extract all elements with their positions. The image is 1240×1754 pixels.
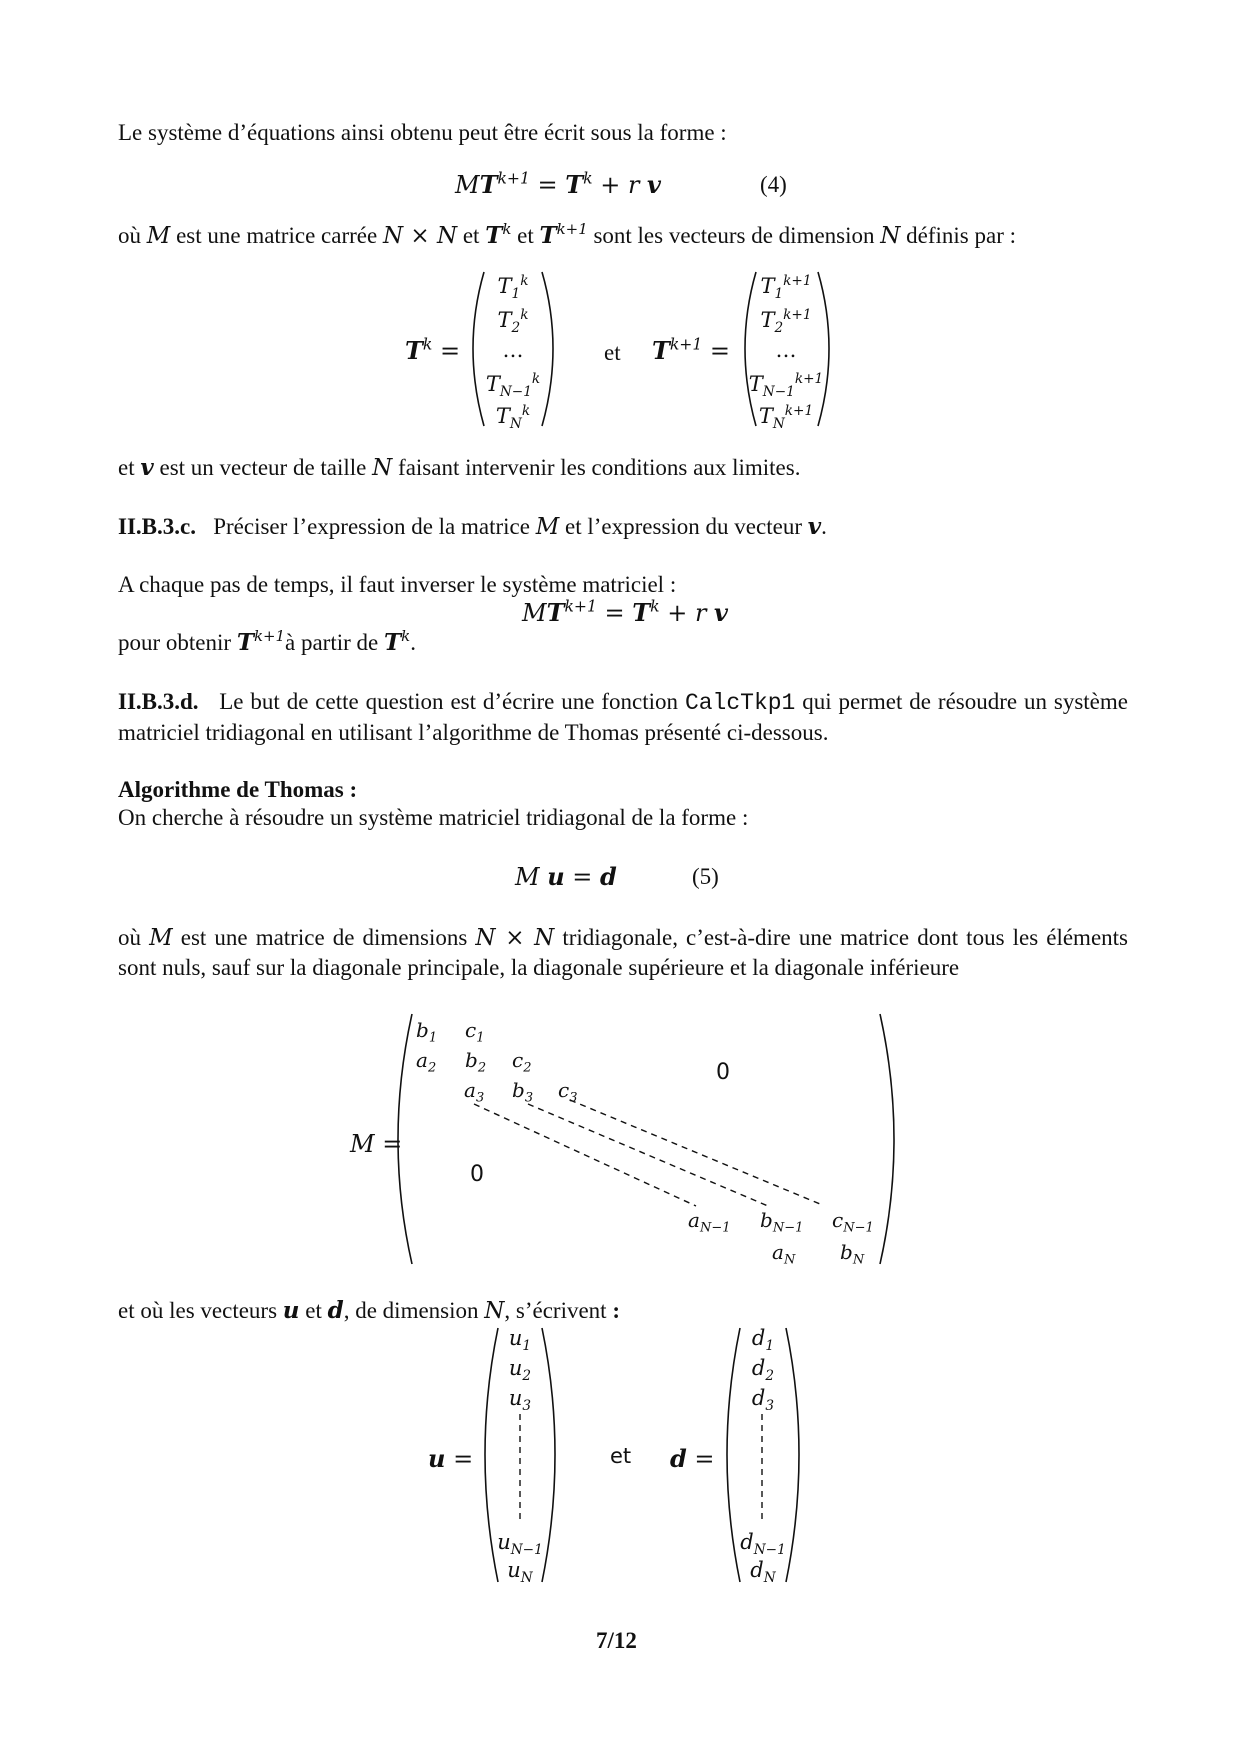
matrix-upper-zero: 0 <box>716 1060 730 1085</box>
vector-tk-entry: … <box>502 338 524 362</box>
vector-tk-label: $T^k$ = <box>405 335 461 365</box>
matrix-cell: $a_N$ <box>772 1240 796 1268</box>
vector-tk1-label: $T^{k+1}$ = <box>652 335 731 365</box>
matrix-cell: $c_1$ <box>465 1018 485 1046</box>
pas-sentence: A chaque pas de temps, il faut inverser le système matriciel : <box>118 572 677 597</box>
question-d: II.B.3.d. Le but de cette question est d’écrire une fonction CalcTkp1 qui permet de résoudre un système matriciel tridiagonal en utilisant l’algorithme de Thomas présenté ci-dessous. <box>118 689 1128 745</box>
matrix-cell: $b_3$ <box>512 1078 534 1106</box>
equation-5: M u = d <box>515 862 617 891</box>
question-c: II.B.3.c. Préciser l’expression de la matrice M et l’expression du vecteur v. <box>118 513 827 540</box>
matrix-upper-diagonal <box>570 1100 820 1204</box>
vector-tk1-entry: … <box>775 338 797 362</box>
paren-right <box>542 1328 555 1582</box>
matrix-cell: $c_2$ <box>512 1048 532 1076</box>
definition-sentence: où M est une matrice carrée N × N et $T^k$ et $T^{k+1}$ sont les vecteurs de dimension N définis par : <box>118 220 1016 249</box>
vector-tk-entry: $T_{N-1}^k$ <box>485 370 541 400</box>
matrix-cell: $b_1$ <box>416 1018 438 1046</box>
vector-d-entry: $d_{N-1}$ <box>740 1530 786 1558</box>
equation-4-number: (4) <box>760 172 787 197</box>
page-number: 7/12 <box>596 1628 637 1653</box>
algorithm-sentence: On cherche à résoudre un système matriciel tridiagonal de la forme : <box>118 805 749 830</box>
vector-u-entry: $u_3$ <box>508 1386 532 1414</box>
matrix-main-diagonal <box>528 1104 768 1206</box>
matrix-cell: $b_2$ <box>465 1048 487 1076</box>
vector-d-entry: $d_3$ <box>751 1386 775 1414</box>
vector-d-entry: $d_2$ <box>751 1356 775 1384</box>
paren-right <box>542 272 553 426</box>
algorithm-title: Algorithme de Thomas : <box>118 777 358 802</box>
matrix-cell: $c_3$ <box>558 1078 578 1106</box>
matrix-lower-diagonal <box>474 1104 696 1206</box>
vector-u-entry: $u_2$ <box>508 1356 532 1384</box>
equation-mid: $MT^{k+1} = T^k + r$ v <box>522 597 728 627</box>
paren-right <box>818 272 829 426</box>
tridiagonal-sentence: où M est une matrice de dimensions N × N tridiagonale, c’est-à-dire une matrice dont tous les éléments sont nuls, sauf sur la diagonale principale, la diagonale supérieure et la diagonale inférieure <box>118 925 1128 980</box>
vector-et: et <box>604 340 621 365</box>
vector-d-entry: $d_1$ <box>751 1326 775 1354</box>
matrix-cell: $a_3$ <box>464 1078 485 1106</box>
matrix-cell: $c_{N-1}$ <box>832 1208 874 1236</box>
vector-tk-entry: $T_N^k$ <box>495 402 531 432</box>
vector-tk1-entry: $T_N^{k+1}$ <box>758 402 814 432</box>
v-sentence: et v est un vecteur de taille N faisant intervenir les conditions aux limites. <box>118 454 801 481</box>
vector-u-entry: $u_1$ <box>508 1326 532 1354</box>
vector-u-entry: $u_N$ <box>507 1558 533 1586</box>
paren-left <box>485 1328 498 1582</box>
vector-tk1-entry: $T_2^{k+1}$ <box>760 306 812 336</box>
vector-d-entry: $d_N$ <box>750 1558 776 1586</box>
matrix-lower-zero: 0 <box>470 1162 484 1187</box>
paren-right <box>786 1328 799 1582</box>
matrix-cell: $a_2$ <box>416 1048 437 1076</box>
paren-left <box>727 1328 740 1582</box>
vector-u-label: u = <box>428 1444 474 1473</box>
vector-tk-entry: $T_2^k$ <box>497 306 529 336</box>
obtain-sentence: pour obtenir $T^{k+1}à$ partir de $T^k$. <box>118 627 416 656</box>
paren-right <box>880 1014 894 1264</box>
matrix-m-label: M = <box>350 1130 403 1158</box>
vector-tk1-entry: $T_1^{k+1}$ <box>760 272 812 302</box>
matrix-cell: $b_N$ <box>840 1240 865 1268</box>
equation-5-number: (5) <box>692 864 719 889</box>
vector-u-entry: $u_{N-1}$ <box>497 1530 543 1558</box>
ud-sentence: et où les vecteurs u et d, de dimension N, s’écrivent : <box>118 1297 620 1324</box>
equation-4: $MT^{k+1} = T^k + r$ v <box>455 169 661 199</box>
paren-left <box>745 272 756 426</box>
vector-tk-entry: $T_1^k$ <box>497 272 529 302</box>
vector-ud-et: et <box>610 1444 632 1468</box>
vector-tk1-entry: $T_{N-1}^{k+1}$ <box>748 370 824 400</box>
paren-left <box>398 1014 412 1264</box>
matrix-cell: $a_{N-1}$ <box>688 1208 731 1236</box>
matrix-cell: $b_{N-1}$ <box>760 1208 804 1236</box>
intro-sentence: Le système d’équations ainsi obtenu peut être écrit sous la forme : <box>118 120 727 145</box>
vector-d-label: d = <box>670 1444 715 1473</box>
paren-left <box>473 272 484 426</box>
